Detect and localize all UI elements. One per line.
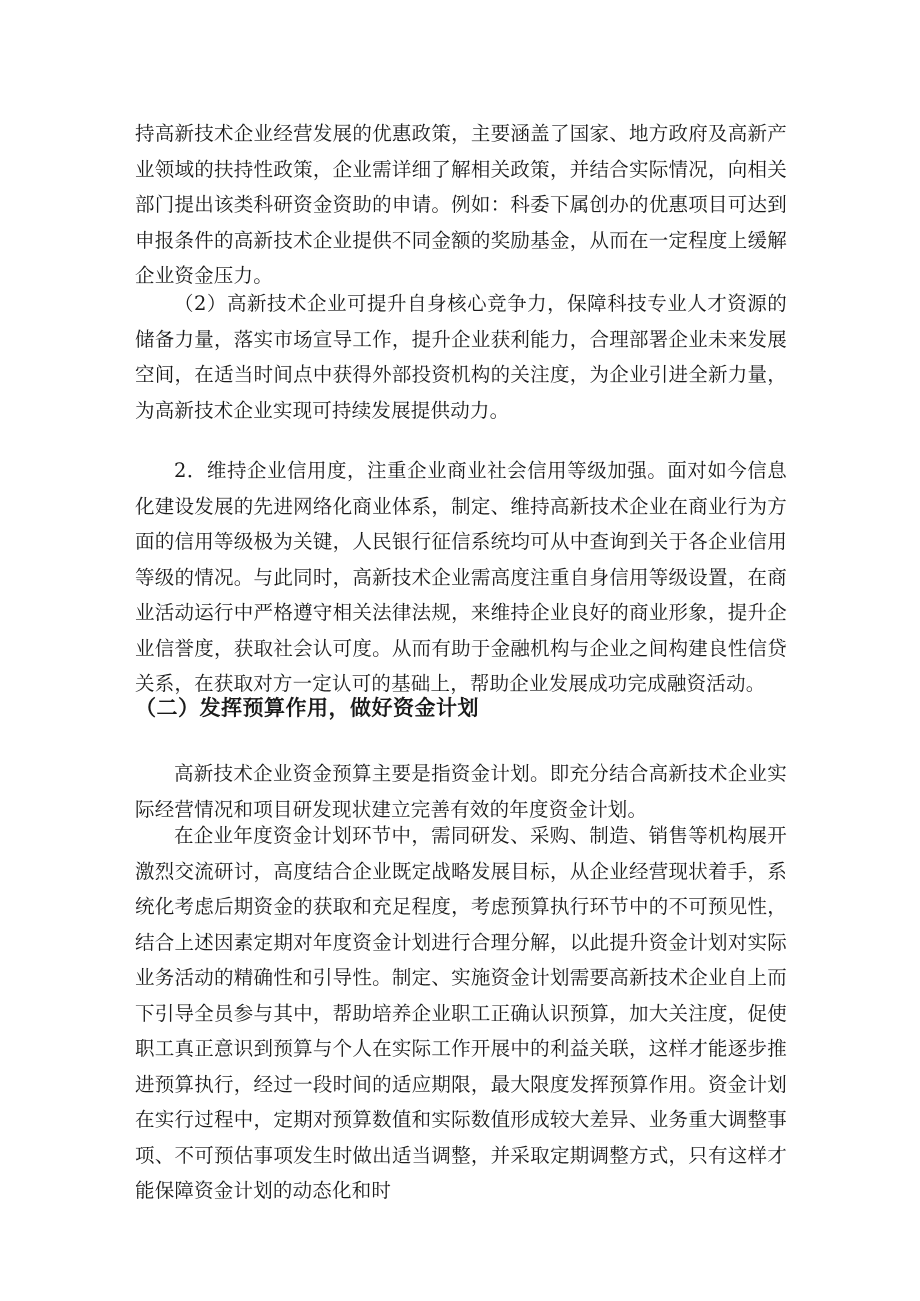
paragraph-credit-rating: 2．维持企业信用度，注重企业商业社会信用等级加强。面对如今信息化建设发展的先进网络化商业体系，制定、维持高新技术企业在商业行为方面的信用等级极为关键，人民银行征信系统均可从中查询到关于各企业信用等级的情况。与此同时，高新技术企业需高度注重自身信用等级设置，在商业活动运行中严格遵守相关法律法规，来维持企业良好的商业形象，提升企业信誉度，获取社会认可度。从而有助于金融机构与企业之间构建良性信贷关系，在获取对方一定认可的基础上，帮助企业发展成功完成融资活动。 [135,459,787,695]
paragraph-budget-definition: 高新技术企业资金预算主要是指资金计划。即充分结合高新技术企业实际经营情况和项目研发现状建立完善有效的年度资金计划。 [135,762,787,821]
section-heading-budget: （二）发挥预算作用，做好资金计划 [135,695,479,720]
paragraph-core-competitiveness: （2）高新技术企业可提升自身核心竞争力，保障科技专业人才资源的储备力量，落实市场宣导工作，提升企业获利能力，合理部署企业未来发展空间，在适当时间点中获得外部投资机构的关注度，为企业引进全新力量，为高新技术企业实现可持续发展提供动力。 [135,292,787,422]
paragraph-annual-fund-plan: 在企业年度资金计划环节中，需同研发、采购、制造、销售等机构展开激烈交流研讨，高度结合企业既定战略发展目标，从企业经营现状着手，系统化考虑后期资金的获取和充足程度，考虑预算执行环节中的不可预见性，结合上述因素定期对年度资金计划进行合理分解，以此提升资金计划对实际业务活动的精确性和引导性。制定、实施资金计划需要高新技术企业自上而下引导全员参与其中，帮助培养企业职工正确认识预算，加大关注度，促使职工真正意识到预算与个人在实际工作开展中的利益关联，这样才能逐步推进预算执行，经过一段时间的适应期限，最大限度发挥预算作用。资金计划在实行过程中，定期对预算数值和实际数值形成较大差异、业务重大调整事项、不可预估事项发生时做出适当调整，并采取定期调整方式，只有这样才能保障资金计划的动态化和时 [135,824,787,1202]
paragraph-policy-support: 持高新技术企业经营发展的优惠政策，主要涵盖了国家、地方政府及高新产业领域的扶持性政策，企业需详细了解相关政策，并结合实际情况，向相关部门提出该类科研资金资助的申请。例如：科委下属创办的优惠项目可达到申报条件的高新技术企业提供不同金额的奖励基金，从而在一定程度上缓解企业资金压力。 [135,122,787,287]
